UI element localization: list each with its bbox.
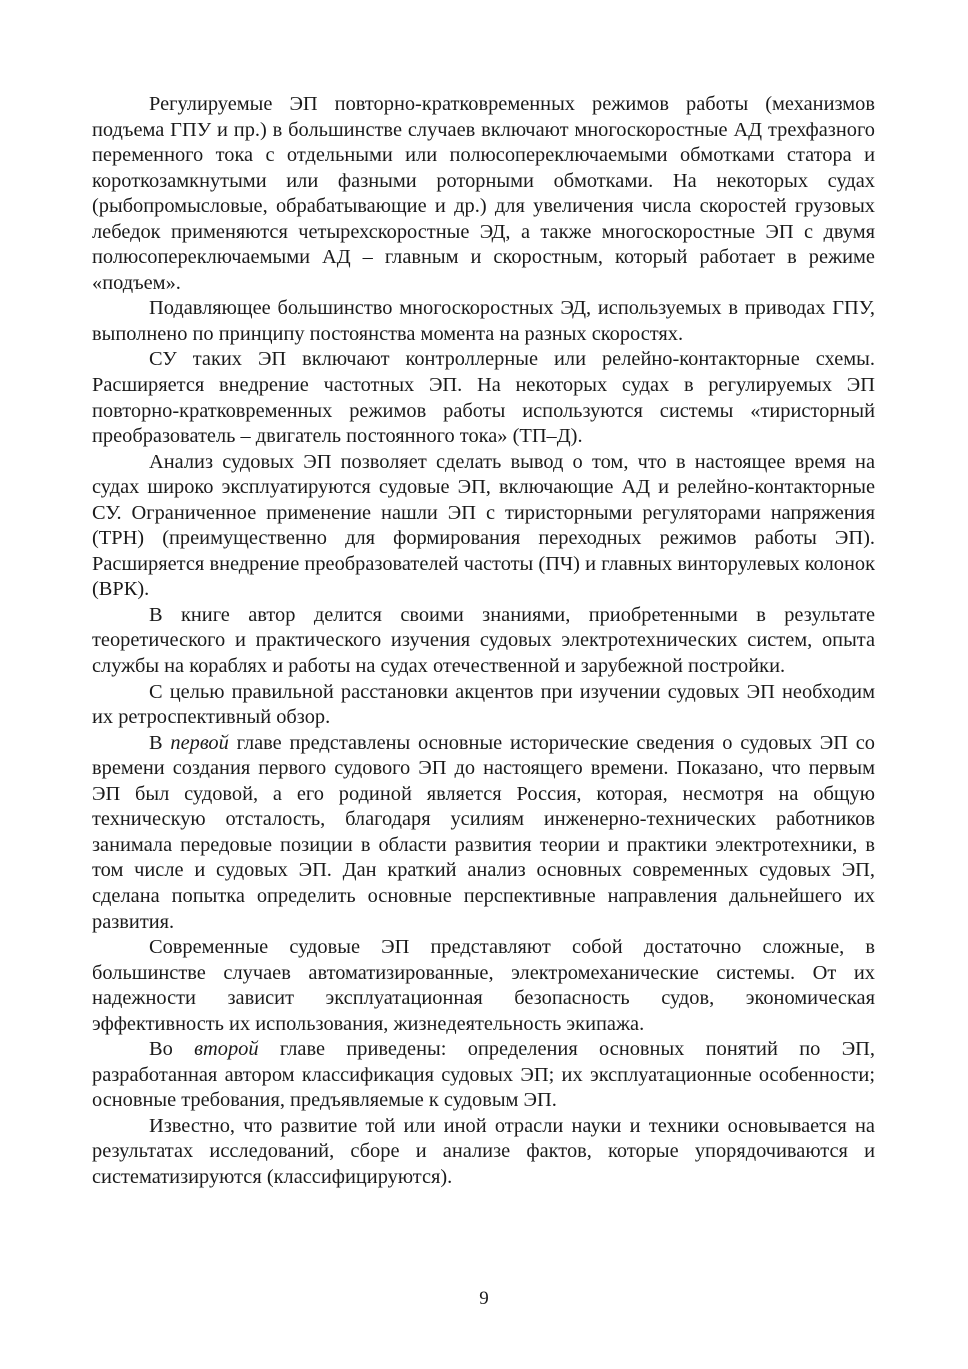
paragraph-10: Известно, что развитие той или иной отрасли науки и техники основывается на результатах исследований, сборе и анализе фактов, которые упорядочиваются и систематизируются (классифицируются). [92,1114,875,1188]
paragraph-5: В книге автор делится своими знаниями, приобретенными в результате теоретического и практического изучения судовых электротехнических систем, опыта службы на кораблях и работы на судах отечественной и зарубежной постройки. [92,603,875,678]
paragraph-7 [92,731,875,935]
paragraph-7-emphasis: первой [170,731,229,754]
paragraph-7-lead: В [149,731,171,754]
paragraph-1: Регулируемые ЭП повторно-кратковременных режимов работы (механизмов подъема ГПУ и пр.) в большинстве случаев включают многоскоростные АД трехфазного переменного тока с отдельными или полюсопереключаемыми обмотками статора и короткозамкнутыми или фазными роторными обмотками. На некоторых судах (рыбопромысловые, обрабатывающие и др.) для увеличения числа скоростей грузовых лебедок применяются четырехскоростные ЭД, а также многоскоростные ЭП с двумя полюсопереключаемыми АД – главным и скоростным, который работает в режиме «подъем». [92,93,875,294]
paragraph-9-rest: главе приведены: определения основных понятий по ЭП, разработанная автором классификация судовых ЭП; их эксплуатационные особенности; основные требования, предъявляемые к судовым ЭП. [92,1038,875,1112]
paragraph-9 [92,1037,875,1114]
body-text [92,92,875,1191]
paragraph-8: Современные судовые ЭП представляют собой достаточно сложные, в большинстве случаев автоматизированные, электромеханические системы. От их надежности зависит эксплуатационная безопасность судов, экономическая эффективность их использования, жизнедеятельность экипажа. [92,936,875,1035]
paragraph-9-emphasis: второй [194,1038,259,1061]
paragraph-4: Анализ судовых ЭП позволяет сделать вывод о том, что в настоящее время на судах широко эксплуатируются судовые ЭП, включающие АД и релейно-контакторные СУ. Ограниченное применение нашли ЭП с тиристорными регуляторами напряжения (ТРН) (преимущественно для формирования переходных режимов работы ЭП). Расширяется внедрение преобразователей частоты (ПЧ) и главных винторулевых колонок (ВРК). [92,450,875,601]
paragraph-2: Подавляющее большинство многоскоростных ЭД, используемых в приводах ГПУ, выполнено по принципу постоянства момента на разных скоростях. [92,297,875,345]
paragraph-6: С целью правильной расстановки акцентов при изучении судовых ЭП необходим их ретроспективный обзор. [92,680,875,729]
paragraph-7-rest: главе представлены основные исторические сведения о судовых ЭП со времени создания первого судового ЭП до настоящего времени. Показано, что первым ЭП был судовой, а его родиной является Россия, которая, несмотря на общую техническую отсталость, благодаря усилиям инженерно-технических работников занимала передовые позиции в области развития теории и практики электротехники, в том числе и судовых ЭП. Дан краткий анализ основных современных судовых ЭП, сделана попытка определить основные перспективные направления дальнейшего их развития. [92,731,875,933]
paragraph-3: СУ таких ЭП включают контроллерные или релейно-контакторные схемы. Расширяется внедрение частотных ЭП. На некоторых судах в регулируемых ЭП повторно-кратковременных режимов работы используются системы «тиристорный преобразователь – двигатель постоянного тока» (ТП–Д). [92,348,875,448]
paragraph-9-lead: Во [149,1038,195,1061]
page-number: 9 [479,1288,489,1309]
